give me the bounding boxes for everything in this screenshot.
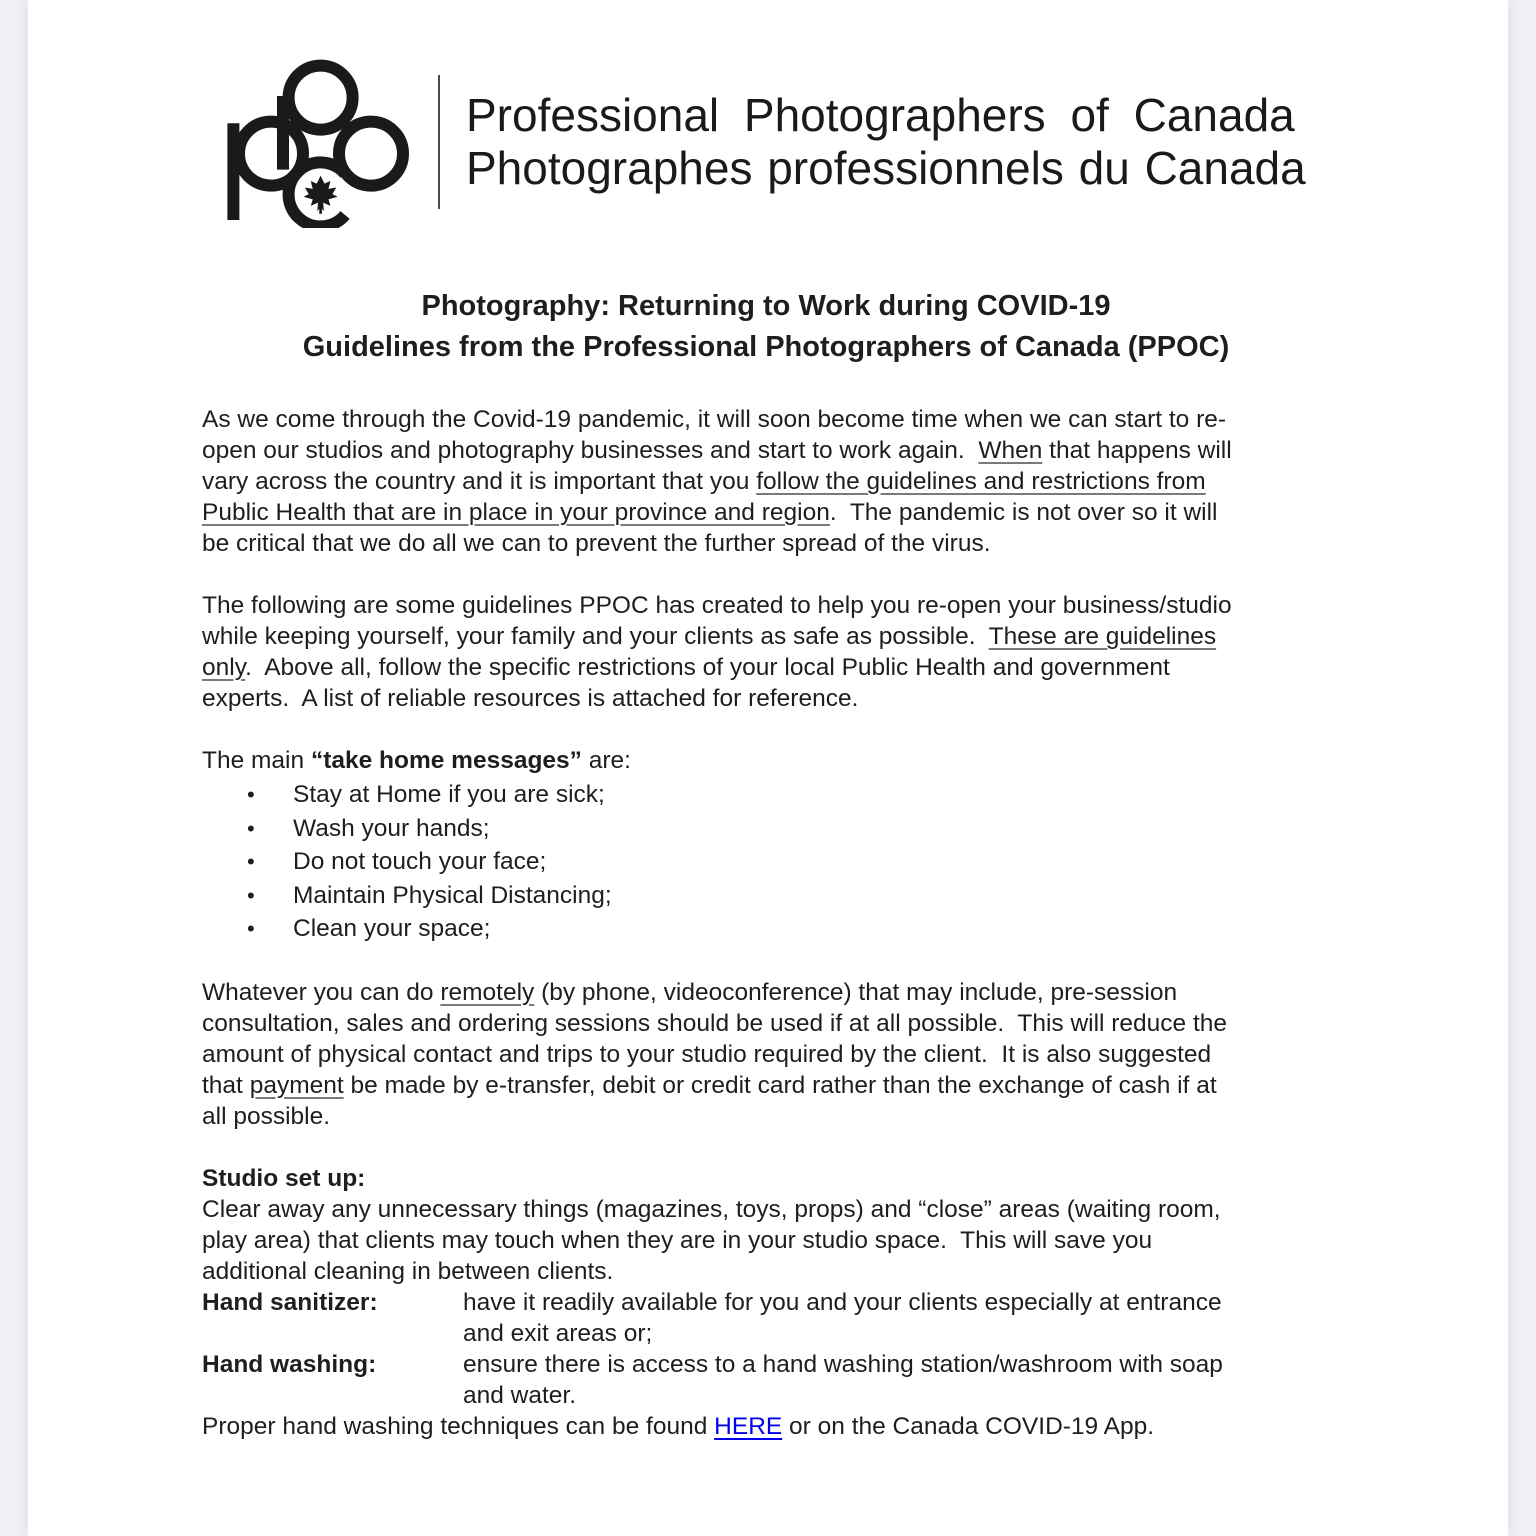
maple-leaf-icon (304, 176, 338, 214)
list-item-text: Maintain Physical Distancing; (293, 881, 612, 909)
title-line-1: Photography: Returning to Work during COVID-19 (421, 290, 1111, 322)
text-line (202, 404, 1330, 435)
hand-hygiene-rows (202, 1287, 1330, 1411)
text-run: . The pandemic is not over so it will (829, 499, 1218, 526)
document-title (202, 286, 1330, 368)
title-line-2: Guidelines from the Professional Photographers of Canada (PPOC) (302, 331, 1230, 363)
list-item-text: Stay at Home if you are sick; (293, 781, 605, 808)
text-line: have it readily available for you and your clients especially at entrance (463, 1288, 1222, 1316)
underlined-text: When (978, 437, 1043, 464)
text-line (202, 590, 1330, 621)
underlined-text: only (202, 654, 246, 681)
guidelines-paragraph (202, 590, 1330, 714)
list-item (202, 812, 1330, 846)
logo-text (466, 89, 1306, 195)
bold-text: Studio set up: (202, 1164, 366, 1192)
take-home-intro (202, 745, 1330, 776)
bold-text: “take home messages” (310, 747, 582, 774)
list-item-text: Clean your space; (293, 915, 491, 942)
text-line (202, 435, 1330, 466)
text-run: are: (581, 747, 631, 774)
text-run: Proper hand washing techniques can be found (202, 1412, 715, 1440)
logo-name-french: Photographes professionnels du Canada (466, 142, 1306, 194)
underlined-text: payment (249, 1071, 344, 1099)
underlined-text: remotely (440, 978, 535, 1006)
bullet-icon: • (247, 882, 255, 908)
text-run: additional cleaning in between clients. (202, 1257, 614, 1285)
text-run: all possible. (202, 1102, 331, 1130)
text-run: play area) that clients may touch when they are in your studio space. This will save you (202, 1226, 1153, 1254)
text-run: The main (202, 747, 311, 774)
text-line (202, 466, 1330, 497)
bullet-icon: • (247, 782, 255, 807)
take-home-list (202, 778, 1330, 946)
text-line (202, 977, 1330, 1008)
underlined-text: Public Health that are in place in your province and region (202, 499, 830, 526)
document-body (202, 404, 1330, 1442)
hand-washing-link-paragraph (202, 1411, 1330, 1442)
definition-term: Hand sanitizer: (202, 1288, 378, 1316)
text-run: while keeping yourself, your family and your clients as safe as possible. (202, 623, 989, 650)
text-line (202, 652, 1330, 683)
logo-header (222, 56, 1330, 228)
text-run: open our studios and photography businesses and start to work again. (202, 437, 979, 464)
text-run: As we come through the Covid-19 pandemic, it will soon become time when we can start to re- (202, 406, 1227, 433)
text-line (202, 683, 1330, 714)
text-run: consultation, sales and ordering sessions should be used if at all possible. This will reduce the (202, 1009, 1228, 1037)
text-line (202, 1039, 1330, 1070)
definition-term: Hand washing: (202, 1350, 377, 1378)
text-run: that happens will (1042, 437, 1232, 464)
ppoc-logo-icon (222, 56, 412, 228)
text-run: be critical that we do all we can to prevent the further spread of the virus. (202, 530, 991, 557)
text-run: Whatever you can do (202, 978, 441, 1006)
text-line (202, 621, 1330, 652)
text-run: or on the Canada COVID-19 App. (782, 1412, 1155, 1440)
text-line (202, 1411, 1330, 1442)
bullet-icon: • (247, 916, 255, 941)
text-line (202, 1256, 1330, 1287)
text-run: amount of physical contact and trips to your studio required by the client. It is also suggested (202, 1040, 1212, 1068)
text-line: and water. (463, 1381, 577, 1409)
logo-divider (438, 75, 440, 209)
studio-setup-paragraph (202, 1194, 1330, 1287)
text-line (202, 1070, 1330, 1101)
list-item (202, 845, 1330, 879)
remote-paragraph (202, 977, 1330, 1132)
list-item (202, 912, 1330, 946)
bullet-icon: • (247, 815, 255, 841)
text-run: that (202, 1071, 250, 1099)
text-line (202, 1225, 1330, 1256)
underlined-text: These are guidelines (988, 623, 1217, 650)
text-run: be made by e-transfer, debit or credit card rather than the exchange of cash if at (343, 1071, 1217, 1099)
text-line (202, 497, 1330, 528)
text-line (202, 1163, 1330, 1194)
studio-setup-heading (202, 1163, 1330, 1194)
text-run: The following are some guidelines PPOC has created to help you re-open your business/studio (202, 592, 1232, 619)
list-item-text: Do not touch your face; (293, 848, 547, 875)
text-run: Clear away any unnecessary things (magazines, toys, props) and “close” areas (waiting room, (202, 1195, 1221, 1223)
definition-description (463, 1287, 1330, 1349)
text-line (202, 528, 1330, 559)
text-run: experts. A list of reliable resources is attached for reference. (202, 685, 859, 712)
text-run: vary across the country and it is important that you (202, 468, 757, 495)
intro-paragraph (202, 404, 1330, 559)
list-item-text: Wash your hands; (293, 814, 490, 842)
text-line (202, 1008, 1330, 1039)
text-run: (by phone, videoconference) that may include, pre-session (534, 978, 1178, 1006)
list-item (202, 778, 1330, 812)
text-line (202, 745, 1330, 776)
here-link[interactable]: HERE (714, 1412, 783, 1440)
text-line (202, 1194, 1330, 1225)
definition-row (202, 1349, 1330, 1411)
text-line: and exit areas or; (463, 1319, 653, 1347)
logo-name-english: Professional Photographers of Canada (466, 89, 1295, 141)
list-item (202, 879, 1330, 913)
definition-description (463, 1349, 1330, 1411)
underlined-text: follow the guidelines and restrictions from (756, 468, 1206, 495)
document-page (28, 0, 1508, 1536)
text-line: ensure there is access to a hand washing station/washroom with soap (463, 1350, 1223, 1378)
definition-row (202, 1287, 1330, 1349)
text-line (202, 1101, 1330, 1132)
document-content (28, 0, 1508, 1442)
text-run: . Above all, follow the specific restrictions of your local Public Health and government (245, 654, 1170, 681)
bullet-icon: • (247, 849, 255, 874)
